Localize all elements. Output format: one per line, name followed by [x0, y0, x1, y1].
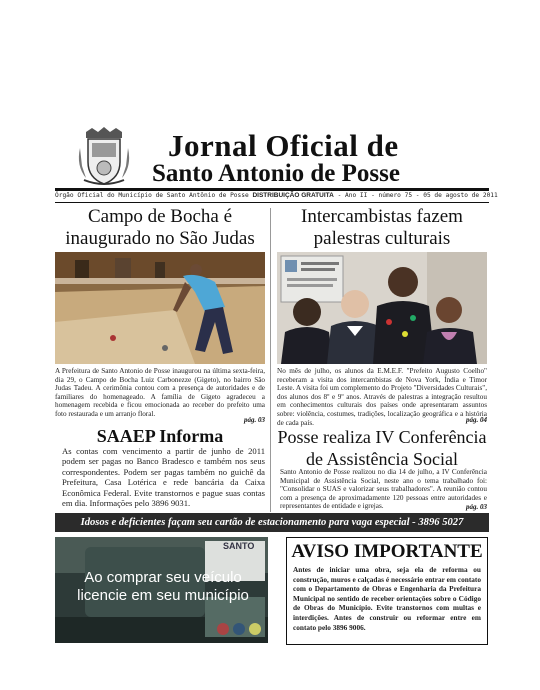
masthead-rule	[55, 188, 489, 191]
municipal-seal-logo	[76, 126, 132, 188]
parking-card-banner: Idosos e deficientes façam seu cartão de estacionamento para vaga especial - 3896 5027	[55, 513, 489, 532]
bocha-headline	[55, 206, 265, 250]
tagline-left: Órgão Oficial do Município de Santo Antônio de Posse	[55, 192, 249, 199]
saaep-headline: SAAEP Informa	[96, 426, 224, 446]
intercambistas-headline-line1: Intercambistas fazem	[301, 206, 463, 227]
intercambistas-body: No mês de julho, os alunos da E.M.E.F. "Prefeito Augusto Coelho" receberam a visita dos intercambistas de Nova York, Índia e Timor Leste. A visita foi um complemento do Projeto "Diversidades Culturais", dos alunos dos 8º e 9º anos. Através de palestras a integração resultou em conhecimentos culturais dos países onde apresentaram assuntos sobre: violência, costumes, tradições, localização geográfica e a história de cada país.	[277, 367, 487, 427]
newspaper-title-line2: Santo Antonio de Posse	[152, 160, 400, 187]
column-divider	[270, 208, 271, 512]
intercambistas-page-ref: pág. 04	[466, 416, 487, 424]
newspaper-title-line1: Jornal Oficial de	[168, 128, 399, 163]
ad-logo-text: SANTO	[223, 541, 255, 551]
ad-line1: Ao comprar seu veículo	[84, 569, 242, 586]
bocha-photo	[55, 252, 265, 364]
bocha-headline-line1: Campo de Bocha é	[87, 206, 233, 227]
aviso-box	[286, 537, 488, 645]
bocha-body: A Prefeitura de Santo Antonio de Posse inaugurou na última sexta-feira, dia 29, o Campo de Bocha Luiz Carbonezze (Gigeto), no bairro São Judas Tadeu. A cerimônia contou com a presença de autoridades e de familiares do homenageado. A família de Gigeto agradeceu a homenagem recebida e ficou emocionada ao receber do prefeito uma foto restaurada e um arranjo floral.	[55, 367, 265, 418]
ad-text	[63, 569, 263, 605]
conferencia-headline-line1: Posse realiza IV Conferência	[277, 427, 487, 447]
aviso-body: Antes de iniciar uma obra, seja ela de reforma ou construção, muros e calçadas é necessário entrar em contato com o Departamento de Obras e Engenharia da Prefeitura Municipal no sentido de receber orientações sobre o Código de Obras do Município. Evite transtornos com multas e interdições. Antes de construir ou reformar entre em contato pelo 3896 9006.	[293, 565, 481, 632]
saaep-body: As contas com vencimento a partir de junho de 2011 podem ser pagas no Banco Bradesco e também nos seus correspondentes. Podem ser pagas também no guichê da Prefeitura, Casa Lotérica e rede bancária da Caixa Econômica Federal. Evite transtornos e pague suas contas em dia. Informações pelo 3896 9031.	[62, 446, 265, 509]
ad-line2: licencie em seu município	[77, 587, 249, 604]
conferencia-headline	[276, 426, 488, 470]
bocha-headline-line2: inaugurado no São Judas	[65, 228, 255, 249]
bocha-page-ref: pág. 03	[244, 416, 265, 424]
conferencia-headline-line2: de Assistência Social	[306, 449, 458, 469]
conferencia-page-ref: pág. 03	[466, 503, 487, 511]
intercambistas-photo	[277, 252, 487, 364]
tagline-bold: DISTRIBUIÇÃO GRATUITA	[252, 192, 334, 199]
vehicle-licensing-ad	[55, 537, 268, 643]
masthead-rule-thin	[55, 202, 489, 203]
intercambistas-headline	[276, 206, 488, 250]
masthead-tagline	[55, 192, 498, 199]
conferencia-body: Santo Antonio de Posse realizou no dia 14 de julho, a IV Conferência Municipal de Assistência Social, neste ano o tema trabalhado foi: "Consolidar o SUAS e valorizar seus trabalhadores". A reunião contou com a presença de aproximadamente 120 pessoas entre autoridades e representantes de entidade e igrejas.	[280, 468, 487, 511]
tagline-right: - Ano II - número 75 - 05 de agosto de 2011	[337, 192, 498, 199]
aviso-title: AVISO IMPORTANTE	[291, 541, 483, 562]
intercambistas-headline-line2: palestras culturais	[313, 228, 451, 249]
